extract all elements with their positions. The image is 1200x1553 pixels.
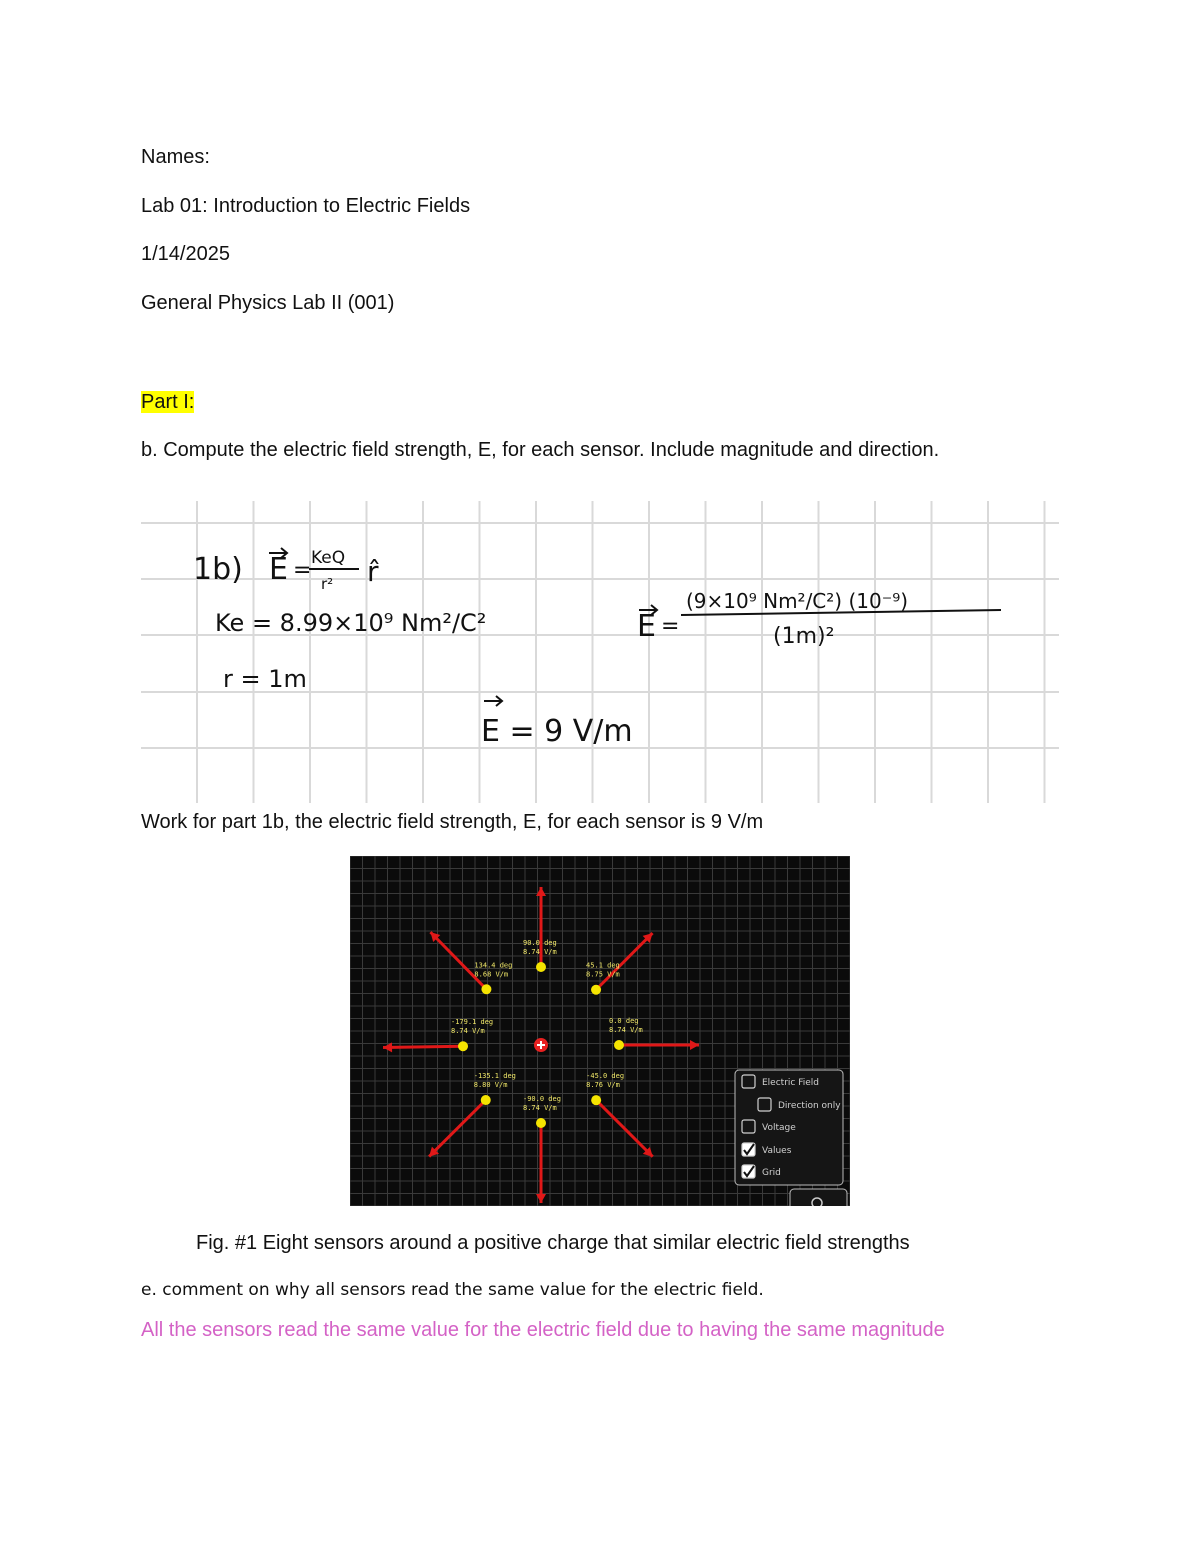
- sensor-value: 8.74 V/m: [451, 1027, 485, 1036]
- hw-result: E = 9 V/m: [481, 714, 633, 749]
- field-arrow: [383, 1046, 463, 1047]
- sensor-value: 8.76 V/m: [586, 1081, 620, 1090]
- sensor-value: 8.75 V/m: [586, 970, 620, 979]
- vector-arrow-icon: [484, 696, 502, 706]
- sensor-value: 8.68 V/m: [474, 970, 509, 979]
- sensor-dot[interactable]: [481, 984, 491, 994]
- hw-equals: =: [293, 558, 312, 583]
- part-heading-text: Part I:: [141, 391, 195, 413]
- option-label: Direction only: [778, 1101, 841, 1111]
- hw-formula-denominator: r²: [321, 575, 334, 593]
- hw-problem-label: 1b): [193, 552, 243, 587]
- sensor-dot[interactable]: [591, 1095, 601, 1105]
- hw-unit-vector: r̂: [367, 555, 379, 588]
- part-e-answer: All the sensors read the same value for the electric field due to having the same magnitude: [141, 1319, 945, 1341]
- sensor-angle: -90.0 deg: [523, 1095, 561, 1103]
- sensor-angle: -179.1 deg: [451, 1018, 494, 1027]
- names-label: Names:: [141, 146, 210, 168]
- option-label: Electric Field: [762, 1078, 819, 1088]
- sensor-angle: 134.4 deg: [474, 961, 513, 970]
- hw-sub-lhs: E: [637, 609, 656, 644]
- course-name: General Physics Lab II (001): [141, 292, 395, 314]
- option-label: Values: [762, 1146, 792, 1156]
- sensor-angle: 45.1 deg: [586, 961, 620, 970]
- sensor-dot[interactable]: [591, 985, 601, 995]
- sensor-angle: -45.0 deg: [586, 1072, 625, 1081]
- handwritten-work-image: [141, 501, 1059, 803]
- option-label: Voltage: [762, 1123, 796, 1133]
- sensor-value: 8.74 V/m: [609, 1026, 643, 1034]
- figure-caption: Fig. #1 Eight sensors around a positive charge that similar electric field strengths: [196, 1232, 910, 1254]
- sensor-dot[interactable]: [614, 1040, 624, 1050]
- work-caption: Work for part 1b, the electric field strength, E, for each sensor is 9 V/m: [141, 811, 764, 833]
- hw-substitution-denominator: (1m)²: [773, 624, 835, 649]
- sensor-angle: -135.1 deg: [473, 1072, 516, 1081]
- part-e-prompt: e. comment on why all sensors read the same value for the electric field.: [141, 1280, 764, 1300]
- simulation-screenshot: [350, 856, 850, 1206]
- sensor-value: 8.74 V/m: [523, 948, 557, 956]
- sensor-value: 8.74 V/m: [523, 1104, 557, 1112]
- hw-substitution-numerator: (9×10⁹ Nm²/C²) (10⁻⁹): [686, 589, 909, 613]
- hw-r-value: r = 1m: [223, 665, 307, 693]
- sensor-dot[interactable]: [458, 1041, 468, 1051]
- sensor-angle: 0.0 deg: [609, 1017, 639, 1025]
- hw-ke-value: Ke = 8.99×10⁹ Nm²/C²: [215, 609, 487, 637]
- hw-equals: =: [661, 614, 680, 639]
- lab-title: Lab 01: Introduction to Electric Fields: [141, 195, 471, 217]
- hw-formula-numerator: KeQ: [311, 548, 346, 568]
- question-b: b. Compute the electric field strength, E, for each sensor. Include magnitude and direction.: [141, 439, 940, 461]
- sensor-dot[interactable]: [481, 1095, 491, 1105]
- sensor-value: 8.80 V/m: [473, 1081, 508, 1090]
- sensor-angle: 90.0 deg: [523, 939, 557, 947]
- sensor-dot[interactable]: [536, 962, 546, 972]
- lab-date: 1/14/2025: [141, 243, 230, 265]
- part-heading: [141, 390, 194, 414]
- option-label: Grid: [762, 1168, 781, 1178]
- hw-formula-lhs: E: [269, 552, 288, 587]
- sensor-dot[interactable]: [536, 1118, 546, 1128]
